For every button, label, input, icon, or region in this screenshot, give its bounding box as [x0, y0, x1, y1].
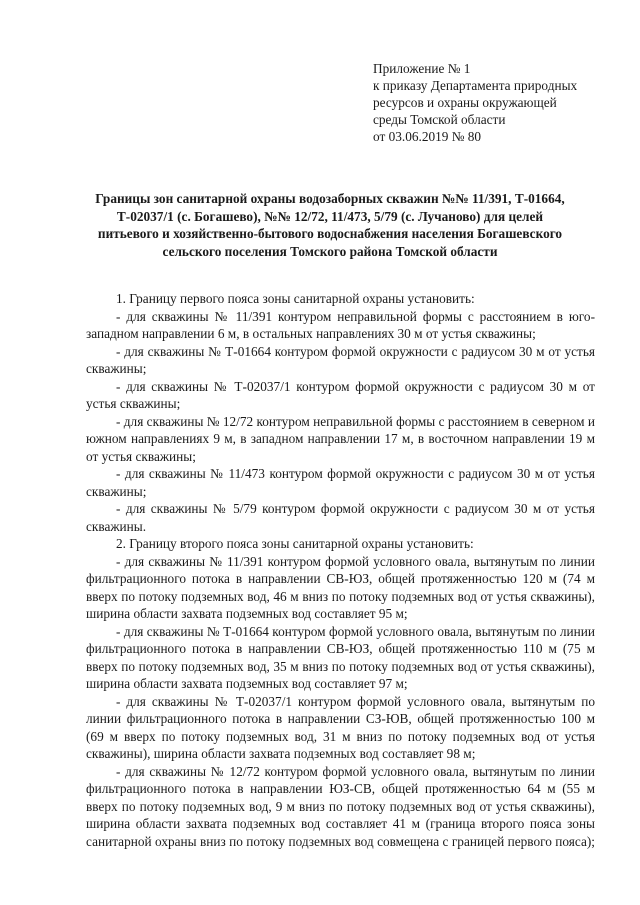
document-title — [86, 190, 574, 260]
appendix-line: ресурсов и охраны окружающей — [373, 95, 557, 110]
title-line: питьевого и хозяйственно-бытового водоснабжения населения Богашевского — [97, 226, 563, 241]
section-2-item: - для скважины № 11/391 контуром формой условного овала, вытянутым по линии фильтрационного потока в направлении СВ-ЮЗ, общей протяженностью 120 м (74 м вверх по потоку подземных вод, 46 м вниз по потоку подземных вод от устья скважины), ширина области захвата подземных вод составляет 95 м; — [86, 553, 595, 621]
title-line: Границы зон санитарной охраны водозаборных скважин №№ 11/391, Т-01664, — [95, 191, 565, 206]
section-1-heading: 1. Границу первого пояса зоны санитарной охраны установить: — [116, 291, 475, 306]
section-1-item: - для скважины № Т-01664 контуром формой окружности с радиусом 30 м от устья скважины; — [86, 343, 595, 376]
section-2-item: - для скважины № 12/72 контуром формой условного овала, вытянутым по линии фильтрационного потока в направлении ЮЗ-СВ, общей протяженностью 64 м (55 м вверх по потоку подземных вод, 9 м вниз по потоку подземных вод от устья скважины), ширина области захвата подземных вод составляет 41 м (граница второго пояса зоны санитарной охраны вниз по потоку подземных вод совмещена с границей первого пояса); — [86, 763, 595, 849]
section-1-item: - для скважины № Т-02037/1 контуром формой окружности с радиусом 30 м от устья скважины; — [86, 378, 595, 411]
title-line: Т-02037/1 (с. Богашево), №№ 12/72, 11/473, 5/79 (с. Лучаново) для целей — [116, 208, 544, 224]
appendix-line: от 03.06.2019 № 80 — [373, 129, 482, 144]
section-2-heading: 2. Границу второго пояса зоны санитарной охраны установить: — [116, 536, 474, 551]
appendix-block — [373, 60, 623, 145]
section-1-item: - для скважины № 11/473 контуром формой окружности с радиусом 30 м от устья скважины; — [86, 466, 595, 499]
section-1-item: - для скважины № 12/72 контуром неправильной формы с расстоянием в северном и южном направлениях 9 м, в западном направлении 17 м, в восточном направлении 19 м от устья скважины; — [86, 413, 595, 464]
section-2-item: - для скважины № Т-01664 контуром формой условного овала, вытянутым по линии фильтрационного потока в направлении СВ-ЮЗ, общей протяженностью 110 м (75 м вверх по потоку подземных вод, 35 м вниз по потоку подземных вод от устья скважины), ширина области захвата подземных вод составляет 97 м; — [86, 623, 595, 691]
appendix-line: к приказу Департамента природных — [373, 78, 578, 93]
appendix-line: Приложение № 1 — [373, 61, 471, 76]
appendix-line: среды Томской области — [373, 112, 506, 127]
title-line: сельского поселения Томского района Томской области — [162, 243, 498, 259]
section-1-item: - для скважины № 5/79 контуром формой окружности с радиусом 30 м от устья скважины. — [86, 501, 595, 534]
document-body — [86, 290, 595, 850]
section-1-item: - для скважины № 11/391 контуром неправильной формы с расстоянием в юго-западном направлении 6 м, в остальных направлениях 30 м от устья скважины; — [86, 308, 595, 341]
section-2-item: - для скважины № Т-02037/1 контуром формой условного овала, вытянутым по линии фильтрационного потока в направлении СЗ-ЮВ, общей протяженностью 100 м (69 м вверх по потоку подземных вод, 31 м вниз по потоку подземных вод от устья скважины), ширина области захвата подземных вод составляет 98 м; — [86, 693, 595, 761]
